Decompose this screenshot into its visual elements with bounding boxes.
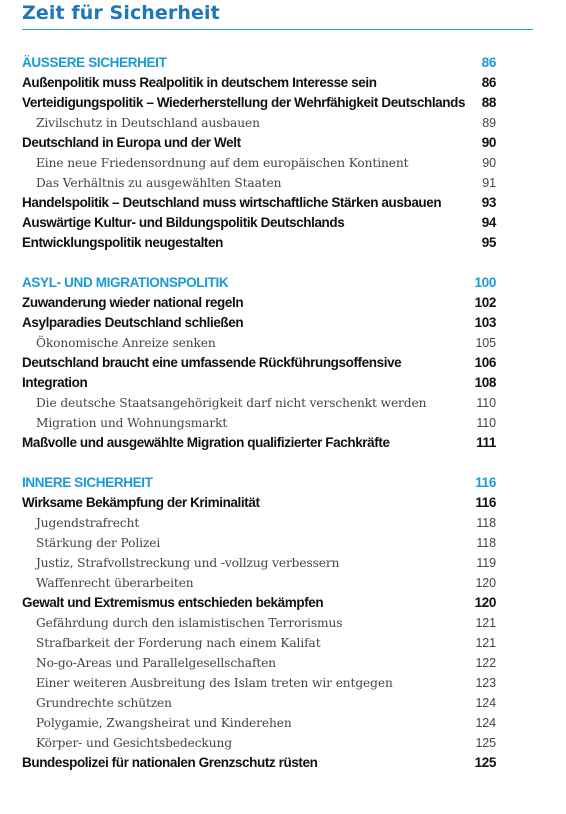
toc-subentry[interactable]: [22, 533, 496, 553]
entry-title: Wirksame Bekämpfung der Kriminalität: [22, 495, 260, 510]
entry-title: Handelspolitik – Deutschland muss wirtschaftliche Stärken ausbauen: [22, 195, 442, 210]
toc-entry[interactable]: [22, 593, 496, 613]
entry-page-number: 121: [475, 616, 496, 630]
toc-subentry[interactable]: [22, 733, 496, 753]
toc-section: [22, 273, 496, 453]
entry-page-number: 110: [476, 416, 496, 430]
toc-subentry[interactable]: [22, 713, 496, 733]
entry-page-number: 116: [475, 495, 496, 510]
toc-entry[interactable]: [22, 233, 496, 253]
entry-title: Auswärtige Kultur- und Bildungspolitik Deutschlands: [22, 215, 345, 230]
entry-title: Verteidigungspolitik – Wiederherstellung der Wehrfähigkeit Deutschlands: [22, 95, 466, 110]
entry-page-number: 125: [475, 736, 496, 750]
toc-subentry[interactable]: [22, 633, 496, 653]
entry-title: Deutschland braucht eine umfassende Rückführungsoffensive: [22, 355, 402, 370]
section-heading-title: ÄUSSERE SICHERHEIT: [22, 55, 167, 70]
entry-page-number: 105: [475, 336, 496, 350]
entry-page-number: 103: [474, 315, 496, 330]
entry-page-number: 120: [475, 576, 496, 590]
entry-page-number: 108: [474, 375, 496, 390]
section-heading[interactable]: [22, 53, 496, 73]
toc-entry[interactable]: [22, 313, 496, 333]
toc-entry[interactable]: [22, 753, 496, 773]
toc-entry[interactable]: [22, 433, 496, 453]
entry-title: Integration: [22, 375, 88, 390]
entry-page-number: 125: [474, 755, 496, 770]
entry-title: Justiz, Strafvollstreckung und -vollzug verbessern: [36, 556, 340, 570]
entry-title: Das Verhältnis zu ausgewählten Staaten: [36, 176, 282, 190]
toc-subentry[interactable]: [22, 673, 496, 693]
toc-subentry[interactable]: [22, 613, 496, 633]
section-heading-page: 116: [475, 475, 496, 490]
entry-page-number: 88: [481, 95, 496, 110]
toc-entry[interactable]: [22, 353, 496, 373]
toc-subentry[interactable]: [22, 413, 496, 433]
toc-subentry[interactable]: [22, 153, 496, 173]
entry-page-number: 89: [482, 116, 496, 130]
entry-page-number: 121: [475, 636, 496, 650]
entry-title: Außenpolitik muss Realpolitik in deutschem Interesse sein: [22, 75, 377, 90]
entry-page-number: 93: [481, 195, 496, 210]
toc-subentry[interactable]: [22, 173, 496, 193]
title-divider: [22, 29, 533, 30]
entry-page-number: 90: [481, 135, 496, 150]
entry-title: Maßvolle und ausgewählte Migration qualifizierter Fachkräfte: [22, 435, 390, 450]
toc-subentry[interactable]: [22, 653, 496, 673]
entry-title: Zuwanderung wieder national regeln: [22, 295, 244, 310]
entry-title: Körper- und Gesichtsbedeckung: [36, 736, 232, 750]
entry-title: Ökonomische Anreize senken: [36, 336, 216, 350]
entry-title: No-go-Areas und Parallelgesellschaften: [36, 656, 277, 670]
entry-page-number: 111: [476, 435, 496, 450]
toc-subentry[interactable]: [22, 513, 496, 533]
page-title: Zeit für Sicherheit: [22, 2, 220, 24]
entry-title: Einer weiteren Ausbreitung des Islam treten wir entgegen: [36, 676, 393, 690]
toc-subentry[interactable]: [22, 333, 496, 353]
entry-title: Deutschland in Europa und der Welt: [22, 135, 241, 150]
toc-subentry[interactable]: [22, 113, 496, 133]
toc-entry[interactable]: [22, 133, 496, 153]
entry-title: Waffenrecht überarbeiten: [36, 576, 194, 590]
toc-subentry[interactable]: [22, 693, 496, 713]
entry-page-number: 90: [482, 156, 496, 170]
toc-entry[interactable]: [22, 73, 496, 93]
entry-page-number: 102: [474, 295, 496, 310]
section-heading-title: INNERE SICHERHEIT: [22, 475, 153, 490]
entry-title: Asylparadies Deutschland schließen: [22, 315, 244, 330]
entry-title: Stärkung der Polizei: [36, 536, 161, 550]
toc-section: [22, 473, 496, 773]
section-heading[interactable]: [22, 273, 496, 293]
entry-page-number: 86: [481, 75, 496, 90]
entry-page-number: 91: [482, 176, 496, 190]
entry-title: Gefährdung durch den islamistischen Terrorismus: [36, 616, 343, 630]
entry-page-number: 94: [481, 215, 496, 230]
entry-title: Polygamie, Zwangsheirat und Kinderehen: [36, 716, 292, 730]
entry-title: Eine neue Friedensordnung auf dem europäischen Kontinent: [36, 156, 409, 170]
toc-entry[interactable]: [22, 93, 496, 113]
toc-section: [22, 53, 496, 253]
section-heading-page: 100: [474, 275, 496, 290]
toc-entry[interactable]: [22, 193, 496, 213]
entry-title: Bundespolizei für nationalen Grenzschutz rüsten: [22, 755, 318, 770]
entry-title: Zivilschutz in Deutschland ausbauen: [36, 116, 260, 130]
section-heading[interactable]: [22, 473, 496, 493]
toc-entry[interactable]: [22, 493, 496, 513]
toc-entry[interactable]: [22, 293, 496, 313]
entry-page-number: 123: [475, 676, 496, 690]
entry-title: Entwicklungspolitik neugestalten: [22, 235, 223, 250]
toc-subentry[interactable]: [22, 553, 496, 573]
toc-subentry[interactable]: [22, 393, 496, 413]
entry-title: Strafbarkeit der Forderung nach einem Kalifat: [36, 636, 321, 650]
entry-title: Grundrechte schützen: [36, 696, 172, 710]
entry-page-number: 106: [474, 355, 496, 370]
entry-page-number: 118: [476, 516, 496, 530]
section-heading-page: 86: [481, 55, 496, 70]
entry-title: Jugendstrafrecht: [36, 516, 140, 530]
entry-title: Gewalt und Extremismus entschieden bekämpfen: [22, 595, 324, 610]
entry-page-number: 95: [481, 235, 496, 250]
entry-page-number: 122: [475, 656, 496, 670]
table-of-contents: [22, 53, 496, 793]
toc-subentry[interactable]: [22, 573, 496, 593]
entry-page-number: 118: [476, 536, 496, 550]
toc-entry[interactable]: [22, 373, 496, 393]
entry-title: Migration und Wohnungsmarkt: [36, 416, 228, 430]
toc-entry[interactable]: [22, 213, 496, 233]
entry-page-number: 124: [475, 716, 496, 730]
entry-page-number: 124: [475, 696, 496, 710]
entry-page-number: 110: [476, 396, 496, 410]
entry-page-number: 120: [474, 595, 496, 610]
entry-title: Die deutsche Staatsangehörigkeit darf nicht verschenkt werden: [36, 396, 427, 410]
section-heading-title: ASYL- UND MIGRATIONSPOLITIK: [22, 275, 229, 290]
entry-page-number: 119: [476, 556, 496, 570]
